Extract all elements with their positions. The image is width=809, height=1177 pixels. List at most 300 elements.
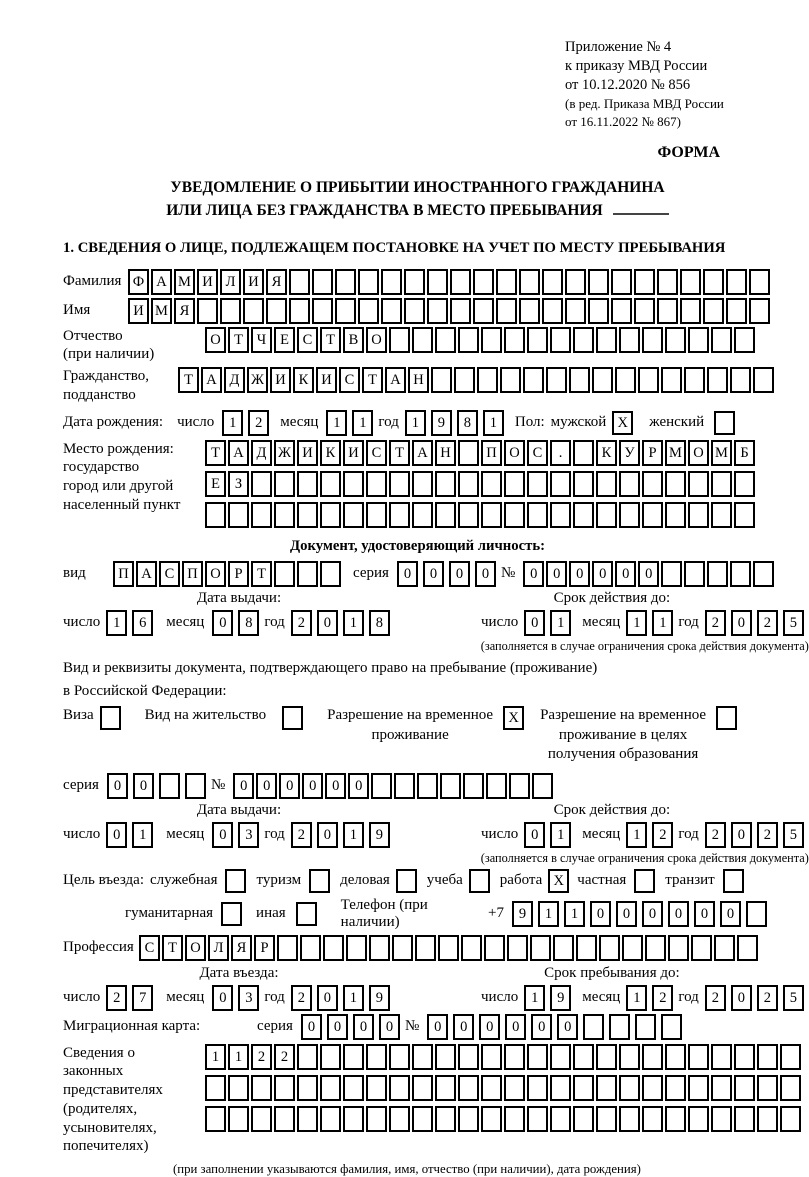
char-cell[interactable] xyxy=(592,367,613,393)
char-cell[interactable] xyxy=(431,367,452,393)
char-cell[interactable]: 0 xyxy=(302,773,323,799)
char-cell[interactable] xyxy=(642,502,663,528)
char-cell[interactable]: 0 xyxy=(590,901,611,927)
char-cell[interactable] xyxy=(726,298,747,324)
char-cell[interactable] xyxy=(312,269,333,295)
char-cell[interactable]: 0 xyxy=(325,773,346,799)
char-cell[interactable] xyxy=(642,1044,663,1070)
char-cell[interactable]: Т xyxy=(162,935,183,961)
char-cell[interactable]: Ч xyxy=(251,327,272,353)
char-cell[interactable] xyxy=(297,1106,318,1132)
char-cell[interactable]: 0 xyxy=(212,822,233,848)
char-cell[interactable] xyxy=(573,327,594,353)
char-cell[interactable] xyxy=(251,471,272,497)
char-cell[interactable] xyxy=(243,298,264,324)
char-cell[interactable] xyxy=(185,773,206,799)
char-cell[interactable] xyxy=(688,327,709,353)
char-cell[interactable]: 0 xyxy=(107,773,128,799)
char-cell[interactable]: 0 xyxy=(233,773,254,799)
char-cell[interactable] xyxy=(711,1106,732,1132)
char-cell[interactable]: Ж xyxy=(247,367,268,393)
char-cell[interactable] xyxy=(427,269,448,295)
char-cell[interactable] xyxy=(481,1075,502,1101)
char-cell[interactable]: 2 xyxy=(705,985,726,1011)
char-cell[interactable] xyxy=(691,935,712,961)
char-cell[interactable] xyxy=(228,1106,249,1132)
char-cell[interactable]: 5 xyxy=(783,822,804,848)
char-cell[interactable] xyxy=(550,1044,571,1070)
char-cell[interactable] xyxy=(477,367,498,393)
char-cell[interactable] xyxy=(251,502,272,528)
char-cell[interactable]: 0 xyxy=(505,1014,526,1040)
char-cell[interactable]: 0 xyxy=(106,822,127,848)
char-cell[interactable] xyxy=(684,367,705,393)
char-cell[interactable] xyxy=(389,471,410,497)
char-cell[interactable] xyxy=(609,1014,630,1040)
char-cell[interactable] xyxy=(642,471,663,497)
char-cell[interactable]: И xyxy=(343,440,364,466)
char-cell[interactable] xyxy=(703,298,724,324)
char-cell[interactable]: О xyxy=(185,935,206,961)
char-cell[interactable] xyxy=(576,935,597,961)
char-cell[interactable] xyxy=(542,298,563,324)
char-cell[interactable]: М xyxy=(665,440,686,466)
char-cell[interactable] xyxy=(297,1075,318,1101)
char-cell[interactable] xyxy=(726,269,747,295)
char-cell[interactable]: Н xyxy=(408,367,429,393)
char-cell[interactable] xyxy=(346,935,367,961)
char-cell[interactable]: 1 xyxy=(343,985,364,1011)
char-cell[interactable]: Р xyxy=(642,440,663,466)
char-cell[interactable]: П xyxy=(113,561,134,587)
char-cell[interactable] xyxy=(343,471,364,497)
char-cell[interactable] xyxy=(527,471,548,497)
char-cell[interactable] xyxy=(711,471,732,497)
char-cell[interactable] xyxy=(389,502,410,528)
char-cell[interactable] xyxy=(596,327,617,353)
char-cell[interactable]: П xyxy=(481,440,502,466)
char-cell[interactable] xyxy=(661,1014,682,1040)
char-cell[interactable] xyxy=(619,471,640,497)
purpose-tourism-checkbox[interactable] xyxy=(309,869,330,893)
char-cell[interactable]: 0 xyxy=(616,901,637,927)
char-cell[interactable]: 7 xyxy=(132,985,153,1011)
char-cell[interactable]: 0 xyxy=(731,610,752,636)
char-cell[interactable] xyxy=(550,471,571,497)
char-cell[interactable] xyxy=(228,502,249,528)
char-cell[interactable] xyxy=(266,298,287,324)
char-cell[interactable]: 0 xyxy=(317,610,338,636)
edu-permit-checkbox[interactable] xyxy=(716,706,737,730)
char-cell[interactable]: М xyxy=(151,298,172,324)
char-cell[interactable] xyxy=(642,1075,663,1101)
char-cell[interactable] xyxy=(527,1075,548,1101)
char-cell[interactable] xyxy=(730,367,751,393)
char-cell[interactable] xyxy=(274,561,295,587)
char-cell[interactable]: 0 xyxy=(531,1014,552,1040)
char-cell[interactable] xyxy=(366,1106,387,1132)
char-cell[interactable]: А xyxy=(228,440,249,466)
char-cell[interactable] xyxy=(680,269,701,295)
char-cell[interactable]: 1 xyxy=(132,822,153,848)
char-cell[interactable] xyxy=(734,1044,755,1070)
char-cell[interactable] xyxy=(496,298,517,324)
char-cell[interactable] xyxy=(749,269,770,295)
char-cell[interactable]: 0 xyxy=(423,561,444,587)
char-cell[interactable] xyxy=(550,1075,571,1101)
char-cell[interactable]: 0 xyxy=(731,985,752,1011)
char-cell[interactable]: 0 xyxy=(317,985,338,1011)
char-cell[interactable] xyxy=(596,502,617,528)
char-cell[interactable] xyxy=(757,1106,778,1132)
char-cell[interactable]: Т xyxy=(251,561,272,587)
char-cell[interactable] xyxy=(711,1044,732,1070)
char-cell[interactable]: 6 xyxy=(132,610,153,636)
char-cell[interactable] xyxy=(274,1106,295,1132)
char-cell[interactable] xyxy=(504,1106,525,1132)
char-cell[interactable]: Я xyxy=(174,298,195,324)
char-cell[interactable]: 1 xyxy=(343,610,364,636)
char-cell[interactable] xyxy=(412,327,433,353)
char-cell[interactable] xyxy=(435,327,456,353)
char-cell[interactable] xyxy=(458,502,479,528)
char-cell[interactable]: 5 xyxy=(783,985,804,1011)
char-cell[interactable] xyxy=(573,1106,594,1132)
char-cell[interactable] xyxy=(412,1106,433,1132)
char-cell[interactable]: 9 xyxy=(512,901,533,927)
char-cell[interactable] xyxy=(404,269,425,295)
char-cell[interactable] xyxy=(297,471,318,497)
char-cell[interactable] xyxy=(634,269,655,295)
char-cell[interactable] xyxy=(481,1106,502,1132)
char-cell[interactable] xyxy=(684,561,705,587)
char-cell[interactable] xyxy=(454,367,475,393)
char-cell[interactable] xyxy=(638,367,659,393)
char-cell[interactable]: 1 xyxy=(538,901,559,927)
char-cell[interactable] xyxy=(665,502,686,528)
char-cell[interactable] xyxy=(458,1106,479,1132)
char-cell[interactable] xyxy=(573,1075,594,1101)
char-cell[interactable] xyxy=(289,269,310,295)
char-cell[interactable] xyxy=(596,1075,617,1101)
char-cell[interactable] xyxy=(205,502,226,528)
char-cell[interactable] xyxy=(205,1106,226,1132)
char-cell[interactable] xyxy=(661,367,682,393)
char-cell[interactable] xyxy=(573,471,594,497)
char-cell[interactable]: 1 xyxy=(222,410,243,436)
char-cell[interactable] xyxy=(300,935,321,961)
char-cell[interactable]: 1 xyxy=(524,985,545,1011)
char-cell[interactable] xyxy=(634,298,655,324)
char-cell[interactable]: 5 xyxy=(783,610,804,636)
char-cell[interactable] xyxy=(371,773,392,799)
char-cell[interactable]: 1 xyxy=(626,985,647,1011)
char-cell[interactable]: А xyxy=(412,440,433,466)
char-cell[interactable] xyxy=(320,1075,341,1101)
char-cell[interactable] xyxy=(734,502,755,528)
char-cell[interactable] xyxy=(509,773,530,799)
char-cell[interactable] xyxy=(458,327,479,353)
char-cell[interactable] xyxy=(343,1075,364,1101)
char-cell[interactable] xyxy=(507,935,528,961)
char-cell[interactable] xyxy=(320,471,341,497)
purpose-official-checkbox[interactable] xyxy=(225,869,246,893)
char-cell[interactable] xyxy=(542,269,563,295)
char-cell[interactable] xyxy=(473,298,494,324)
char-cell[interactable] xyxy=(320,1044,341,1070)
char-cell[interactable]: 0 xyxy=(524,610,545,636)
char-cell[interactable] xyxy=(435,471,456,497)
char-cell[interactable]: 1 xyxy=(228,1044,249,1070)
char-cell[interactable] xyxy=(688,502,709,528)
char-cell[interactable] xyxy=(619,1075,640,1101)
char-cell[interactable]: О xyxy=(205,327,226,353)
char-cell[interactable]: 0 xyxy=(557,1014,578,1040)
char-cell[interactable]: 0 xyxy=(524,822,545,848)
char-cell[interactable]: 1 xyxy=(106,610,127,636)
char-cell[interactable]: 2 xyxy=(251,1044,272,1070)
char-cell[interactable] xyxy=(381,298,402,324)
char-cell[interactable]: О xyxy=(504,440,525,466)
char-cell[interactable] xyxy=(417,773,438,799)
char-cell[interactable] xyxy=(251,1075,272,1101)
char-cell[interactable] xyxy=(440,773,461,799)
char-cell[interactable] xyxy=(619,1106,640,1132)
char-cell[interactable] xyxy=(366,1075,387,1101)
char-cell[interactable]: О xyxy=(205,561,226,587)
char-cell[interactable]: Д xyxy=(251,440,272,466)
char-cell[interactable] xyxy=(642,327,663,353)
char-cell[interactable] xyxy=(734,1075,755,1101)
char-cell[interactable]: 0 xyxy=(397,561,418,587)
char-cell[interactable] xyxy=(780,1044,801,1070)
char-cell[interactable]: А xyxy=(151,269,172,295)
char-cell[interactable]: 9 xyxy=(369,985,390,1011)
char-cell[interactable]: 2 xyxy=(291,822,312,848)
char-cell[interactable] xyxy=(753,367,774,393)
char-cell[interactable]: У xyxy=(619,440,640,466)
char-cell[interactable] xyxy=(688,1044,709,1070)
char-cell[interactable] xyxy=(389,1075,410,1101)
char-cell[interactable] xyxy=(596,1044,617,1070)
char-cell[interactable] xyxy=(661,561,682,587)
char-cell[interactable] xyxy=(381,269,402,295)
char-cell[interactable] xyxy=(481,502,502,528)
char-cell[interactable]: 0 xyxy=(353,1014,374,1040)
char-cell[interactable] xyxy=(251,1106,272,1132)
char-cell[interactable] xyxy=(757,1075,778,1101)
char-cell[interactable] xyxy=(737,935,758,961)
char-cell[interactable] xyxy=(703,269,724,295)
char-cell[interactable] xyxy=(289,298,310,324)
char-cell[interactable] xyxy=(312,298,333,324)
char-cell[interactable]: Е xyxy=(205,471,226,497)
char-cell[interactable] xyxy=(707,561,728,587)
char-cell[interactable]: 0 xyxy=(379,1014,400,1040)
char-cell[interactable] xyxy=(461,935,482,961)
char-cell[interactable]: 0 xyxy=(427,1014,448,1040)
char-cell[interactable]: 2 xyxy=(757,822,778,848)
char-cell[interactable] xyxy=(665,1044,686,1070)
char-cell[interactable] xyxy=(277,935,298,961)
char-cell[interactable]: 2 xyxy=(652,822,673,848)
char-cell[interactable] xyxy=(404,298,425,324)
char-cell[interactable]: И xyxy=(270,367,291,393)
char-cell[interactable]: С xyxy=(527,440,548,466)
char-cell[interactable]: 1 xyxy=(652,610,673,636)
char-cell[interactable] xyxy=(619,502,640,528)
char-cell[interactable]: 9 xyxy=(431,410,452,436)
char-cell[interactable] xyxy=(481,327,502,353)
char-cell[interactable]: Т xyxy=(362,367,383,393)
char-cell[interactable] xyxy=(680,298,701,324)
char-cell[interactable]: С xyxy=(139,935,160,961)
char-cell[interactable]: И xyxy=(316,367,337,393)
char-cell[interactable] xyxy=(657,269,678,295)
char-cell[interactable]: 0 xyxy=(694,901,715,927)
char-cell[interactable] xyxy=(573,440,594,466)
char-cell[interactable]: 2 xyxy=(705,822,726,848)
char-cell[interactable] xyxy=(780,1075,801,1101)
char-cell[interactable]: 0 xyxy=(327,1014,348,1040)
char-cell[interactable]: 0 xyxy=(317,822,338,848)
char-cell[interactable] xyxy=(588,298,609,324)
char-cell[interactable]: 0 xyxy=(301,1014,322,1040)
char-cell[interactable] xyxy=(458,440,479,466)
char-cell[interactable] xyxy=(394,773,415,799)
purpose-study-checkbox[interactable] xyxy=(469,869,490,893)
char-cell[interactable]: 1 xyxy=(550,822,571,848)
char-cell[interactable] xyxy=(573,1044,594,1070)
char-cell[interactable]: 0 xyxy=(212,985,233,1011)
sex-female-checkbox[interactable] xyxy=(714,411,735,435)
char-cell[interactable] xyxy=(519,298,540,324)
char-cell[interactable]: 2 xyxy=(106,985,127,1011)
char-cell[interactable]: М xyxy=(711,440,732,466)
char-cell[interactable] xyxy=(546,367,567,393)
char-cell[interactable] xyxy=(523,367,544,393)
char-cell[interactable]: 0 xyxy=(668,901,689,927)
char-cell[interactable] xyxy=(412,1075,433,1101)
char-cell[interactable] xyxy=(780,1106,801,1132)
char-cell[interactable] xyxy=(458,1044,479,1070)
char-cell[interactable] xyxy=(504,471,525,497)
char-cell[interactable]: О xyxy=(366,327,387,353)
char-cell[interactable]: Я xyxy=(231,935,252,961)
char-cell[interactable]: К xyxy=(596,440,617,466)
char-cell[interactable] xyxy=(358,269,379,295)
char-cell[interactable]: 0 xyxy=(569,561,590,587)
char-cell[interactable] xyxy=(228,1075,249,1101)
char-cell[interactable]: 8 xyxy=(238,610,259,636)
char-cell[interactable] xyxy=(615,367,636,393)
char-cell[interactable]: Т xyxy=(205,440,226,466)
char-cell[interactable]: И xyxy=(297,440,318,466)
char-cell[interactable] xyxy=(481,1044,502,1070)
char-cell[interactable] xyxy=(665,1075,686,1101)
char-cell[interactable] xyxy=(496,269,517,295)
char-cell[interactable]: 2 xyxy=(291,985,312,1011)
char-cell[interactable] xyxy=(550,1106,571,1132)
char-cell[interactable] xyxy=(665,1106,686,1132)
char-cell[interactable] xyxy=(532,773,553,799)
char-cell[interactable] xyxy=(435,1075,456,1101)
char-cell[interactable]: П xyxy=(182,561,203,587)
char-cell[interactable] xyxy=(205,1075,226,1101)
char-cell[interactable]: К xyxy=(293,367,314,393)
char-cell[interactable]: 1 xyxy=(626,822,647,848)
char-cell[interactable] xyxy=(599,935,620,961)
char-cell[interactable]: 0 xyxy=(523,561,544,587)
char-cell[interactable] xyxy=(527,1044,548,1070)
char-cell[interactable]: 8 xyxy=(369,610,390,636)
char-cell[interactable]: З xyxy=(228,471,249,497)
char-cell[interactable]: Я xyxy=(266,269,287,295)
char-cell[interactable] xyxy=(274,1075,295,1101)
char-cell[interactable]: И xyxy=(197,269,218,295)
char-cell[interactable] xyxy=(412,1044,433,1070)
char-cell[interactable] xyxy=(519,269,540,295)
char-cell[interactable]: С xyxy=(159,561,180,587)
char-cell[interactable] xyxy=(746,901,767,927)
char-cell[interactable]: 2 xyxy=(705,610,726,636)
char-cell[interactable]: 1 xyxy=(326,410,347,436)
char-cell[interactable]: К xyxy=(320,440,341,466)
char-cell[interactable] xyxy=(527,502,548,528)
char-cell[interactable]: Л xyxy=(220,269,241,295)
char-cell[interactable]: 0 xyxy=(546,561,567,587)
char-cell[interactable] xyxy=(366,502,387,528)
char-cell[interactable] xyxy=(343,502,364,528)
char-cell[interactable] xyxy=(588,269,609,295)
char-cell[interactable]: 0 xyxy=(279,773,300,799)
char-cell[interactable] xyxy=(450,269,471,295)
char-cell[interactable] xyxy=(711,502,732,528)
char-cell[interactable] xyxy=(688,1075,709,1101)
purpose-transit-checkbox[interactable] xyxy=(723,869,744,893)
char-cell[interactable]: 2 xyxy=(652,985,673,1011)
char-cell[interactable] xyxy=(596,471,617,497)
char-cell[interactable] xyxy=(730,561,751,587)
char-cell[interactable] xyxy=(622,935,643,961)
char-cell[interactable] xyxy=(583,1014,604,1040)
char-cell[interactable] xyxy=(297,1044,318,1070)
char-cell[interactable] xyxy=(412,502,433,528)
char-cell[interactable]: 8 xyxy=(457,410,478,436)
char-cell[interactable] xyxy=(481,471,502,497)
char-cell[interactable]: Т xyxy=(228,327,249,353)
char-cell[interactable]: С xyxy=(339,367,360,393)
temp-permit-checkbox[interactable]: X xyxy=(503,706,524,730)
char-cell[interactable]: Р xyxy=(228,561,249,587)
char-cell[interactable] xyxy=(596,1106,617,1132)
char-cell[interactable] xyxy=(369,935,390,961)
char-cell[interactable] xyxy=(389,1106,410,1132)
char-cell[interactable]: А xyxy=(136,561,157,587)
char-cell[interactable] xyxy=(412,471,433,497)
char-cell[interactable]: 0 xyxy=(479,1014,500,1040)
char-cell[interactable] xyxy=(527,1106,548,1132)
char-cell[interactable]: И xyxy=(243,269,264,295)
char-cell[interactable]: 2 xyxy=(757,610,778,636)
char-cell[interactable] xyxy=(504,327,525,353)
char-cell[interactable]: Т xyxy=(389,440,410,466)
char-cell[interactable] xyxy=(619,1044,640,1070)
char-cell[interactable] xyxy=(642,1106,663,1132)
char-cell[interactable]: 0 xyxy=(133,773,154,799)
char-cell[interactable]: Ж xyxy=(274,440,295,466)
char-cell[interactable] xyxy=(220,298,241,324)
